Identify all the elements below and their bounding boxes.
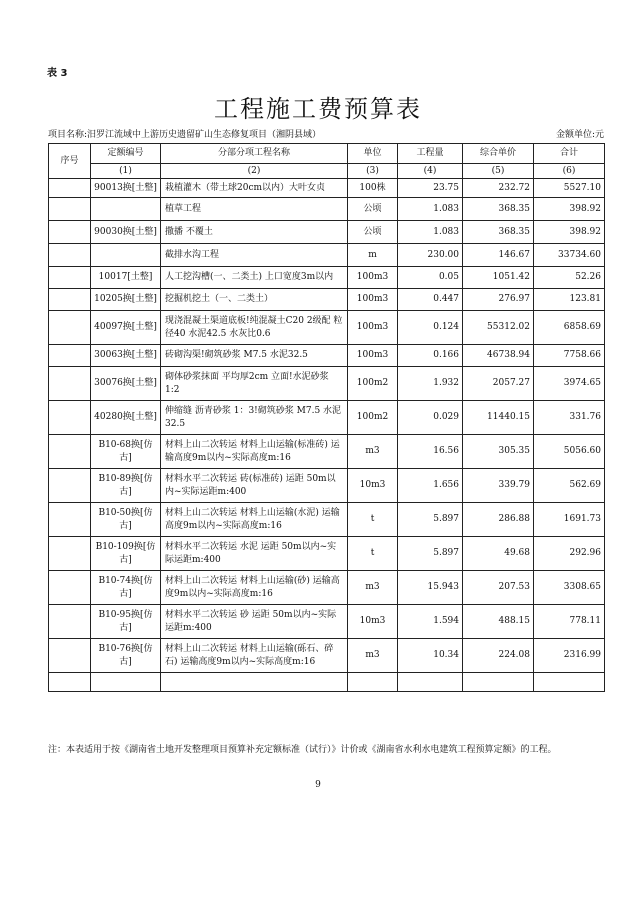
cell-name: 材料水平二次转运 水泥 运距 50m以内~实际运距m:400 [161,537,348,571]
amount-unit: 金额单位:元 [555,130,604,140]
cell-name: 现浇混凝土渠道底板!纯混凝土C20 2级配 粒径40 水泥42.5 水灰比0.6 [161,311,348,345]
cell-seq [49,503,91,537]
cell-name: 砌体砂浆抹面 平均厚2cm 立面!水泥砂浆 1:2 [161,367,348,401]
cell-total: 33734.60 [534,244,605,267]
cell-seq [49,639,91,673]
cell-unit: 100m3 [348,345,398,367]
cell-qty: 1.932 [398,367,463,401]
cell-total: 562.69 [534,469,605,503]
cell-unit: 100株 [348,179,398,198]
cell-total: 52.26 [534,267,605,289]
header-price: 综合单价 [463,144,534,164]
cell-qty: 0.05 [398,267,463,289]
table-row [49,401,605,435]
cell-qty: 0.447 [398,289,463,311]
header-name: 分部分项工程名称 [161,144,348,164]
cell-unit: 公顷 [348,221,398,244]
cell-seq [49,221,91,244]
header-total: 合计 [534,144,605,164]
cell-total: 398.92 [534,221,605,244]
cell-total: 7758.66 [534,345,605,367]
cell-price: 305.35 [463,435,534,469]
cell-price: 368.35 [463,221,534,244]
table-row [49,345,605,367]
cell-code [91,244,161,267]
cell-unit: m [348,244,398,267]
cell-price: 276.97 [463,289,534,311]
cell-unit: 公顷 [348,198,398,221]
cell-seq [49,345,91,367]
col-number: (2) [161,164,348,179]
cell-qty: 10.34 [398,639,463,673]
table-row [49,244,605,267]
cell-unit: t [348,503,398,537]
cell-qty: 1.083 [398,221,463,244]
cell-name: 砖砌沟渠!砌筑砂浆 M7.5 水泥32.5 [161,345,348,367]
cell-qty: 5.897 [398,503,463,537]
cell-code: 90030换[土整] [91,221,161,244]
cell-seq [49,311,91,345]
cell-price: 488.15 [463,605,534,639]
table-row [49,198,605,221]
cell-code: 30063换[土整] [91,345,161,367]
cell-qty: 23.75 [398,179,463,198]
cell-total: 398.92 [534,198,605,221]
table-row [49,605,605,639]
cell-name: 挖掘机挖土（一、二类土） [161,289,348,311]
header-code: 定额编号 [91,144,161,164]
cell-seq [49,289,91,311]
table-row [49,469,605,503]
cell-name: 材料上山二次转运 材料上山运输(砂) 运输高度9m以内~实际高度m:16 [161,571,348,605]
table-row [49,221,605,244]
cell-name: 材料上山二次转运 材料上山运输(砾石、碎石) 运输高度9m以内~实际高度m:16 [161,639,348,673]
header-seq: 序号 [49,144,91,179]
budget-table [48,143,605,692]
cell-price: 146.67 [463,244,534,267]
cell-name: 截排水沟工程 [161,244,348,267]
cell-seq [49,179,91,198]
cell-name [161,673,348,692]
cell-total: 3308.65 [534,571,605,605]
cell-code: 10017[土整] [91,267,161,289]
cell-unit: 100m2 [348,401,398,435]
cell-code: B10-89换[仿古] [91,469,161,503]
cell-unit: t [348,537,398,571]
col-number: (5) [463,164,534,179]
cell-unit: 100m3 [348,289,398,311]
cell-name: 伸缩缝 沥青砂浆 1：3!砌筑砂浆 M7.5 水泥32.5 [161,401,348,435]
cell-seq [49,244,91,267]
cell-total: 5056.60 [534,435,605,469]
header-qty: 工程量 [398,144,463,164]
table-row [49,367,605,401]
cell-total [534,673,605,692]
col-number: (3) [348,164,398,179]
cell-qty: 0.029 [398,401,463,435]
table-row [49,289,605,311]
cell-qty: 230.00 [398,244,463,267]
cell-total: 2316.99 [534,639,605,673]
table-row [49,673,605,692]
cell-price: 49.68 [463,537,534,571]
cell-price: 286.88 [463,503,534,537]
cell-code: B10-50换[仿古] [91,503,161,537]
cell-code: 40280换[土整] [91,401,161,435]
cell-name: 材料水平二次转运 砂 运距 50m以内~实际运距m:400 [161,605,348,639]
cell-price: 55312.02 [463,311,534,345]
cell-seq [49,401,91,435]
cell-qty: 1.083 [398,198,463,221]
table-row [49,435,605,469]
cell-total: 1691.73 [534,503,605,537]
cell-seq [49,571,91,605]
cell-total: 123.81 [534,289,605,311]
cell-price: 11440.15 [463,401,534,435]
cell-unit [348,673,398,692]
cell-seq [49,198,91,221]
cell-unit: 10m3 [348,605,398,639]
cell-qty: 1.594 [398,605,463,639]
table-row [49,503,605,537]
cell-seq [49,537,91,571]
table-row [49,639,605,673]
cell-price [463,673,534,692]
cell-unit: 100m2 [348,367,398,401]
cell-qty: 5.897 [398,537,463,571]
cell-seq [49,367,91,401]
cell-total: 778.11 [534,605,605,639]
cell-code: B10-68换[仿古] [91,435,161,469]
page-title: 工程施工费预算表 [214,95,422,123]
cell-qty [398,673,463,692]
cell-code: 10205换[土整] [91,289,161,311]
cell-qty: 0.166 [398,345,463,367]
cell-seq [49,469,91,503]
cell-name: 植草工程 [161,198,348,221]
cell-total: 292.96 [534,537,605,571]
cell-unit: m3 [348,571,398,605]
cell-seq [49,673,91,692]
cell-code [91,673,161,692]
cell-name: 栽植灌木（带土球20cm以内）大叶女贞 [161,179,348,198]
table-row [49,179,605,198]
cell-price: 2057.27 [463,367,534,401]
cell-unit: m3 [348,435,398,469]
cell-price: 224.08 [463,639,534,673]
column-number-row [49,164,605,179]
footnote: 注：本表适用于按《湖南省土地开发整理项目预算补充定额标准（试行）》计价或《湖南省水利水电建筑工程预算定额》的工程。 [48,745,557,755]
header-row [49,144,605,164]
cell-code: B10-109换[仿古] [91,537,161,571]
cell-unit: 100m3 [348,311,398,345]
table-row [49,571,605,605]
cell-code: 30076换[土整] [91,367,161,401]
table-row [49,537,605,571]
cell-code: B10-95换[仿古] [91,605,161,639]
cell-qty: 15.943 [398,571,463,605]
col-number: (4) [398,164,463,179]
cell-total: 3974.65 [534,367,605,401]
cell-qty: 0.124 [398,311,463,345]
table-tag: 表 3 [47,68,68,79]
cell-qty: 1.656 [398,469,463,503]
cell-seq [49,605,91,639]
cell-unit: m3 [348,639,398,673]
cell-name: 材料上山二次转运 材料上山运输(水泥) 运输高度9m以内~实际高度m:16 [161,503,348,537]
col-number: (1) [91,164,161,179]
cell-code: B10-76换[仿古] [91,639,161,673]
cell-seq [49,435,91,469]
cell-seq [49,267,91,289]
cell-price: 207.53 [463,571,534,605]
cell-total: 6858.69 [534,311,605,345]
cell-code: 40097换[土整] [91,311,161,345]
cell-code: B10-74换[仿古] [91,571,161,605]
cell-code: 90013换[土整] [91,179,161,198]
col-number: (6) [534,164,605,179]
cell-code [91,198,161,221]
cell-price: 339.79 [463,469,534,503]
cell-unit: 100m3 [348,267,398,289]
cell-name: 材料上山二次转运 材料上山运输(标准砖) 运输高度9m以内~实际高度m:16 [161,435,348,469]
cell-total: 5527.10 [534,179,605,198]
project-name: 项目名称:汨罗江流域中上游历史遗留矿山生态修复项目（湘阴县域） [48,130,322,140]
cell-price: 1051.42 [463,267,534,289]
table-row [49,311,605,345]
cell-price: 46738.94 [463,345,534,367]
header-unit: 单位 [348,144,398,164]
page-number: 9 [315,780,321,790]
table-row [49,267,605,289]
cell-name: 材料水平二次转运 砖(标准砖) 运距 50m以内~实际运距m:400 [161,469,348,503]
cell-name: 撒播 不覆土 [161,221,348,244]
cell-unit: 10m3 [348,469,398,503]
cell-total: 331.76 [534,401,605,435]
cell-qty: 16.56 [398,435,463,469]
cell-name: 人工挖沟槽(一、二类土) 上口宽度3m以内 [161,267,348,289]
cell-price: 232.72 [463,179,534,198]
cell-price: 368.35 [463,198,534,221]
